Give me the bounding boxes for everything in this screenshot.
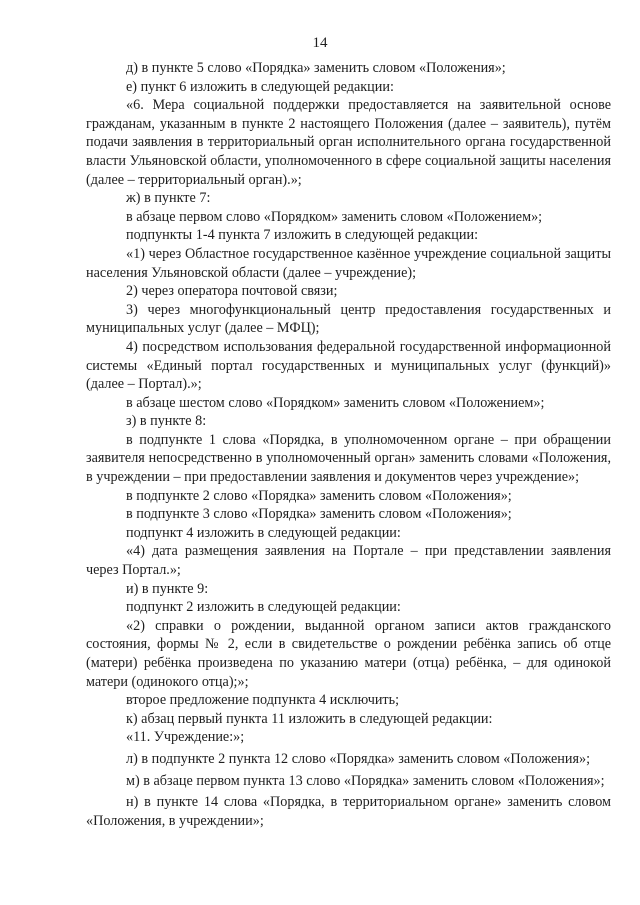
paragraph-z-4: подпункт 4 изложить в следующей редакции: <box>126 524 401 541</box>
paragraph-l: л) в подпункте 2 пункта 12 слово «Порядка» заменить словом «Положения»; <box>126 750 591 767</box>
document-body <box>86 59 611 830</box>
paragraph-i-2: «2) справки о рождении, выданной органом записи актов гражданского состояния, формы № 2, если в свидетельстве о рождении ребёнка запись об отце (матери) ребёнка произведена по указанию матери (отца) ребёнка, – для одинокой матери (одинокого отца);»; <box>86 617 611 690</box>
paragraph-z: з) в пункте 8: <box>126 413 207 430</box>
paragraph-n: н) в пункте 14 слова «Порядка, в территориальном органе» заменить словом «Положения, в учреждении»; <box>86 794 611 829</box>
paragraph-k: к) абзац первый пункта 11 изложить в следующей редакции: <box>126 710 493 727</box>
paragraph-i: и) в пункте 9: <box>126 580 209 597</box>
paragraph-i-1: подпункт 2 изложить в следующей редакции: <box>126 599 401 616</box>
paragraph-e: е) пункт 6 изложить в следующей редакции: <box>126 78 394 95</box>
paragraph-k-1: «11. Учреждение:»; <box>126 729 245 746</box>
paragraph-zh-item-4: 4) посредством использования федеральной государственной информационной системы «Единый портал государственных и муниципальных услуг (функций)» (далее – Портал).»; <box>86 338 611 393</box>
paragraph-z-1: в подпункте 1 слова «Порядка, в уполномоченном органе – при обращении заявителя непосредственно в уполномоченный орган» заменить словами «Положения, в учреждении – при предоставлении заявления и документов через учреждение»; <box>86 431 611 486</box>
paragraph-zh-item-2: 2) через оператора почтовой связи; <box>126 283 338 300</box>
paragraph-m: м) в абзаце первом пункта 13 слово «Порядка» заменить словом «Положения»; <box>126 772 605 789</box>
paragraph-z-3: в подпункте 3 слово «Порядка» заменить словом «Положения»; <box>126 506 512 523</box>
paragraph-zh-3: в абзаце шестом слово «Порядком» заменить словом «Положением»; <box>126 394 545 411</box>
paragraph-zh-item-1: «1) через Областное государственное казённое учреждение социальной защиты населения Ульяновской области (далее – учреждение); <box>86 245 611 281</box>
paragraph-zh: ж) в пункте 7: <box>126 190 211 207</box>
paragraph-zh-item-3: 3) через многофункциональный центр предоставления государственных и муниципальных услуг (далее – МФЦ); <box>86 301 611 337</box>
page-number: 14 <box>312 35 328 51</box>
paragraph-e-text: «6. Мера социальной поддержки предоставляется на заявительной основе гражданам, указанным в пункте 2 настоящего Положения (далее – заявитель), путём подачи заявления в территориальный орган исполнительного органа государственной власти Ульяновской области, уполномоченного в сфере социальной защиты населения (далее – территориальный орган).»; <box>86 97 611 188</box>
paragraph-z-2: в подпункте 2 слово «Порядка» заменить словом «Положения»; <box>126 487 512 504</box>
paragraph-zh-1: в абзаце первом слово «Порядком» заменить словом «Положением»; <box>126 208 543 225</box>
paragraph-z-5: «4) дата размещения заявления на Портале – при представлении заявления через Портал.»; <box>86 543 611 579</box>
paragraph-i-3: второе предложение подпункта 4 исключить; <box>126 692 400 709</box>
paragraph-d: д) в пункте 5 слово «Порядка» заменить словом «Положения»; <box>126 60 506 76</box>
paragraph-zh-2: подпункты 1-4 пункта 7 изложить в следующей редакции: <box>126 227 479 244</box>
